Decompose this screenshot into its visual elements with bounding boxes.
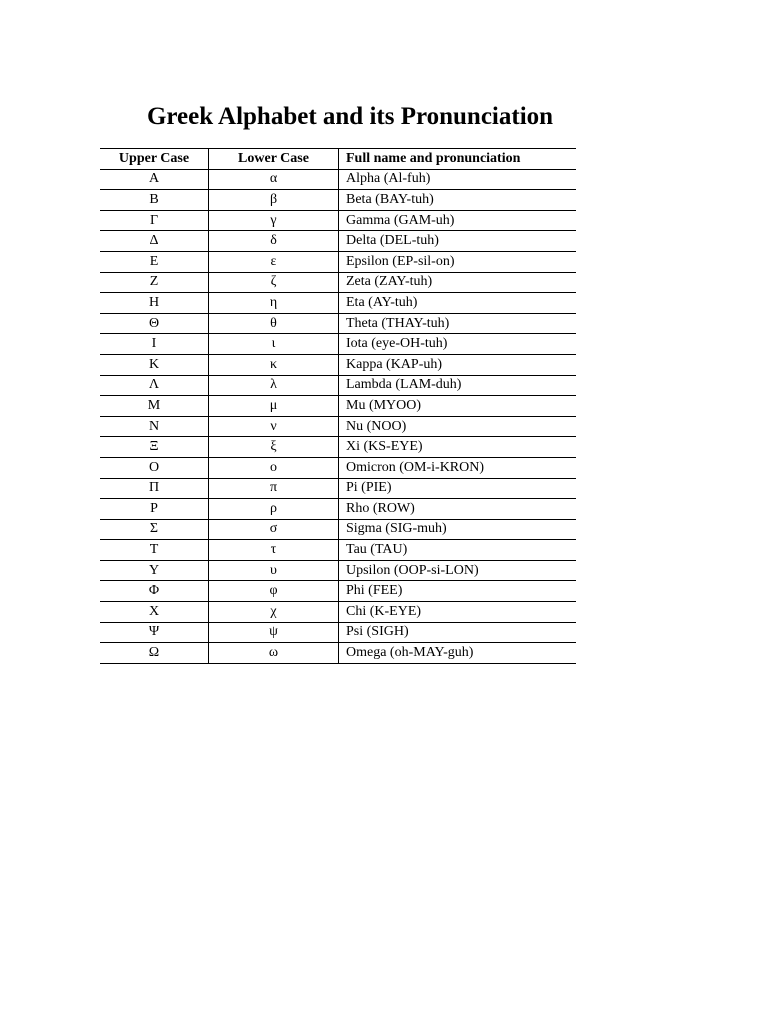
- upper-case-letter: Υ: [100, 560, 209, 581]
- upper-case-letter: Ι: [100, 334, 209, 355]
- letter-name-pronunciation: Beta (BAY-tuh): [339, 190, 577, 211]
- letter-name-pronunciation: Rho (ROW): [339, 499, 577, 520]
- letter-name-pronunciation: Nu (NOO): [339, 416, 577, 437]
- letter-name-pronunciation: Chi (K-EYE): [339, 602, 577, 623]
- upper-case-letter: Μ: [100, 396, 209, 417]
- lower-case-letter: α: [209, 169, 339, 190]
- table-row: [100, 499, 576, 520]
- lower-case-letter: ι: [209, 334, 339, 355]
- lower-case-letter: λ: [209, 375, 339, 396]
- table-row: [100, 375, 576, 396]
- table-row: [100, 293, 576, 314]
- lower-case-letter: ρ: [209, 499, 339, 520]
- lower-case-letter: ψ: [209, 622, 339, 643]
- table-row: [100, 190, 576, 211]
- upper-case-letter: Σ: [100, 519, 209, 540]
- upper-case-letter: Φ: [100, 581, 209, 602]
- table-row: [100, 169, 576, 190]
- lower-case-letter: χ: [209, 602, 339, 623]
- letter-name-pronunciation: Omega (oh-MAY-guh): [339, 643, 577, 664]
- upper-case-letter: Ρ: [100, 499, 209, 520]
- upper-case-letter: Λ: [100, 375, 209, 396]
- upper-case-letter: Δ: [100, 231, 209, 252]
- lower-case-letter: δ: [209, 231, 339, 252]
- header-full-name: Full name and pronunciation: [339, 149, 577, 170]
- header-lower-case: Lower Case: [209, 149, 339, 170]
- upper-case-letter: Ν: [100, 416, 209, 437]
- upper-case-letter: Τ: [100, 540, 209, 561]
- upper-case-letter: Ω: [100, 643, 209, 664]
- letter-name-pronunciation: Tau (TAU): [339, 540, 577, 561]
- table-row: [100, 581, 576, 602]
- table-row: [100, 519, 576, 540]
- upper-case-letter: Γ: [100, 210, 209, 231]
- letter-name-pronunciation: Gamma (GAM-uh): [339, 210, 577, 231]
- lower-case-letter: β: [209, 190, 339, 211]
- table-row: [100, 210, 576, 231]
- upper-case-letter: Β: [100, 190, 209, 211]
- lower-case-letter: ω: [209, 643, 339, 664]
- letter-name-pronunciation: Lambda (LAM-duh): [339, 375, 577, 396]
- letter-name-pronunciation: Mu (MYOO): [339, 396, 577, 417]
- header-upper-case: Upper Case: [100, 149, 209, 170]
- lower-case-letter: τ: [209, 540, 339, 561]
- letter-name-pronunciation: Omicron (OM-i-KRON): [339, 457, 577, 478]
- table-row: [100, 416, 576, 437]
- lower-case-letter: ξ: [209, 437, 339, 458]
- table-row: [100, 560, 576, 581]
- upper-case-letter: Α: [100, 169, 209, 190]
- table-row: [100, 231, 576, 252]
- lower-case-letter: φ: [209, 581, 339, 602]
- table-row: [100, 478, 576, 499]
- table-row: [100, 354, 576, 375]
- upper-case-letter: Ψ: [100, 622, 209, 643]
- table-body: [100, 169, 576, 663]
- lower-case-letter: υ: [209, 560, 339, 581]
- table-row: [100, 396, 576, 417]
- letter-name-pronunciation: Eta (AY-tuh): [339, 293, 577, 314]
- table-row: [100, 334, 576, 355]
- table-row: [100, 457, 576, 478]
- lower-case-letter: κ: [209, 354, 339, 375]
- lower-case-letter: π: [209, 478, 339, 499]
- letter-name-pronunciation: Zeta (ZAY-tuh): [339, 272, 577, 293]
- table-row: [100, 540, 576, 561]
- lower-case-letter: γ: [209, 210, 339, 231]
- table-row: [100, 602, 576, 623]
- lower-case-letter: ν: [209, 416, 339, 437]
- upper-case-letter: Ζ: [100, 272, 209, 293]
- letter-name-pronunciation: Sigma (SIG-muh): [339, 519, 577, 540]
- upper-case-letter: Κ: [100, 354, 209, 375]
- letter-name-pronunciation: Upsilon (OOP-si-LON): [339, 560, 577, 581]
- table-row: [100, 313, 576, 334]
- upper-case-letter: Χ: [100, 602, 209, 623]
- upper-case-letter: Η: [100, 293, 209, 314]
- letter-name-pronunciation: Alpha (Al-fuh): [339, 169, 577, 190]
- letter-name-pronunciation: Xi (KS-EYE): [339, 437, 577, 458]
- upper-case-letter: Π: [100, 478, 209, 499]
- lower-case-letter: θ: [209, 313, 339, 334]
- table-row: [100, 272, 576, 293]
- letter-name-pronunciation: Psi (SIGH): [339, 622, 577, 643]
- lower-case-letter: ζ: [209, 272, 339, 293]
- table-header-row: [100, 149, 576, 170]
- upper-case-letter: Θ: [100, 313, 209, 334]
- lower-case-letter: μ: [209, 396, 339, 417]
- letter-name-pronunciation: Delta (DEL-tuh): [339, 231, 577, 252]
- letter-name-pronunciation: Theta (THAY-tuh): [339, 313, 577, 334]
- letter-name-pronunciation: Epsilon (EP-sil-on): [339, 251, 577, 272]
- table-row: [100, 622, 576, 643]
- table-row: [100, 251, 576, 272]
- lower-case-letter: ε: [209, 251, 339, 272]
- upper-case-letter: Ξ: [100, 437, 209, 458]
- greek-alphabet-table: [100, 148, 576, 664]
- lower-case-letter: ο: [209, 457, 339, 478]
- table-row: [100, 437, 576, 458]
- letter-name-pronunciation: Phi (FEE): [339, 581, 577, 602]
- table-row: [100, 643, 576, 664]
- letter-name-pronunciation: Pi (PIE): [339, 478, 577, 499]
- lower-case-letter: η: [209, 293, 339, 314]
- upper-case-letter: Ε: [100, 251, 209, 272]
- upper-case-letter: Ο: [100, 457, 209, 478]
- lower-case-letter: σ: [209, 519, 339, 540]
- letter-name-pronunciation: Iota (eye-OH-tuh): [339, 334, 577, 355]
- page-title: Greek Alphabet and its Pronunciation: [146, 103, 554, 130]
- letter-name-pronunciation: Kappa (KAP-uh): [339, 354, 577, 375]
